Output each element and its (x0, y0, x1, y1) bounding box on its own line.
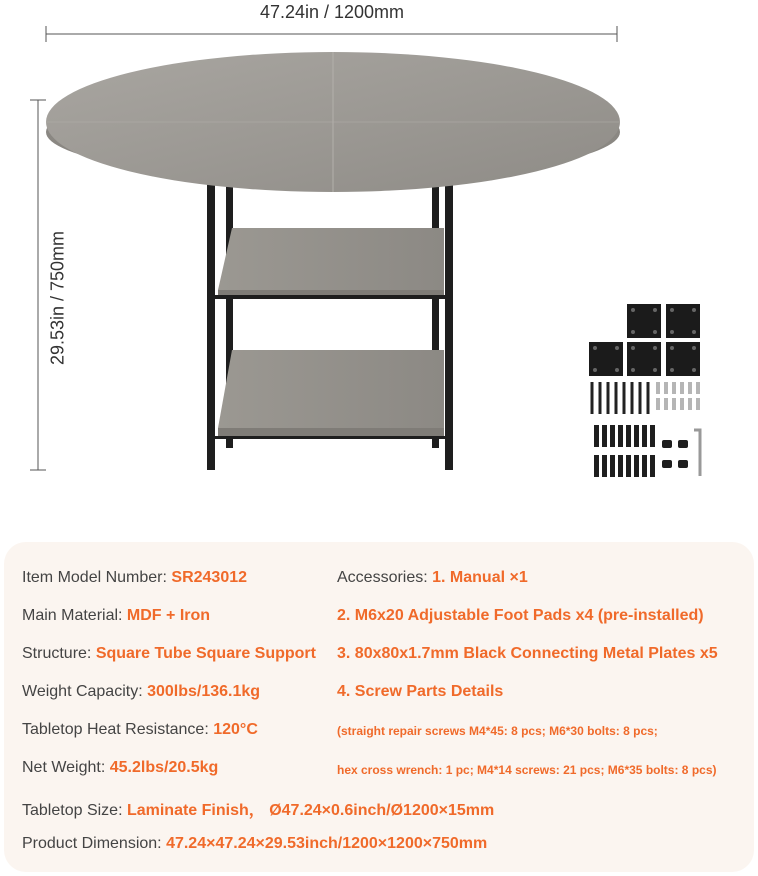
lower-shelf (207, 350, 453, 439)
spec-value: 45.2lbs/20.5kg (109, 759, 219, 776)
spec-label: Tabletop Size: (22, 802, 127, 819)
height-dimension-line (30, 100, 46, 470)
accessory-text: 1. Manual ×1 (432, 569, 528, 586)
accessories-item-4: 4. Screw Parts Details (337, 683, 504, 700)
spec-tabletop-size (22, 797, 494, 820)
spec-value: Square Tube Square Support (95, 645, 316, 662)
height-dimension-label: 29.53in / 750mm (47, 230, 68, 366)
spec-label: Product Dimension: (22, 835, 167, 852)
spec-value: 120°C (213, 721, 258, 738)
spec-item-model (22, 569, 247, 587)
screw-details-line-2: hex cross wrench: 1 pc; M4*14 screws: 21 pcs; M6*35 bolts: 8 pcs) (337, 763, 717, 777)
upper-shelf (207, 228, 453, 299)
spec-heat-resistance (22, 721, 258, 739)
spec-label: Net Weight: (22, 759, 110, 776)
spec-label: Structure: (22, 645, 96, 662)
accessories-label: Accessories: (337, 569, 433, 586)
hardware-kit-icon (589, 304, 700, 477)
spec-structure (22, 645, 316, 663)
tabletop (46, 52, 620, 192)
spec-label: Main Material: (22, 607, 127, 624)
accessories-item-3: 3. 80x80x1.7mm Black Connecting Metal Plates x5 (337, 645, 718, 662)
spec-value: Laminate Finish， Ø47.24×0.6inch/Ø1200×15mm (126, 802, 495, 819)
spec-label: Weight Capacity: (22, 683, 148, 700)
spec-label: Item Model Number: (22, 569, 172, 586)
spec-label: Tabletop Heat Resistance: (22, 721, 214, 738)
spec-value: MDF + Iron (126, 607, 211, 624)
width-dimension-line (46, 26, 617, 42)
specifications-panel (4, 542, 754, 872)
width-dimension-label: 47.24in / 1200mm (259, 2, 405, 22)
spec-material (22, 607, 210, 625)
spec-value: 300lbs/136.1kg (147, 683, 261, 700)
spec-value: SR243012 (171, 569, 248, 586)
spec-net-weight (22, 759, 218, 777)
screw-details-line-1: (straight repair screws M4*45: 8 pcs; M6*30 bolts: 8 pcs; (337, 724, 658, 738)
accessories-item-1 (337, 569, 528, 587)
spec-value: 47.24×47.24×29.53inch/1200×1200×750mm (166, 835, 488, 852)
spec-weight-capacity (22, 683, 260, 701)
spec-product-dimension (22, 835, 487, 853)
accessories-item-2: 2. M6x20 Adjustable Foot Pads x4 (pre-installed) (337, 607, 704, 624)
